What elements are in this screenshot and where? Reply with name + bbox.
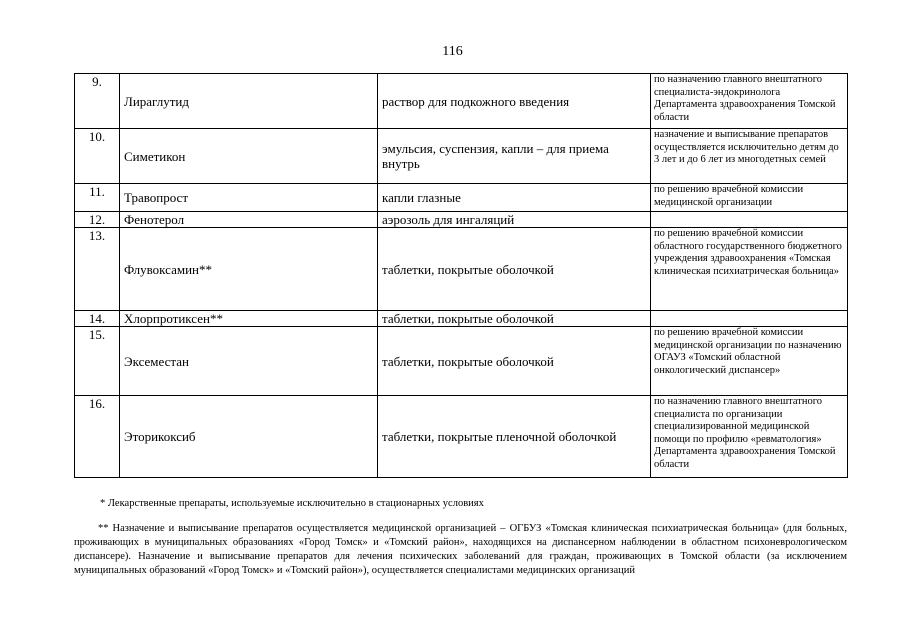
dosage-form: эмульсия, суспензия, капли – для приема внутрь (378, 129, 651, 184)
prescription-note: по решению врачебной комиссии медицинской организации (651, 184, 848, 212)
dosage-form: таблетки, покрытые пленочной оболочкой (378, 396, 651, 478)
prescription-note: по назначению главного внештатного специалиста по организации специализированной медицинской помощи по профилю «ревматология» Департамента здравоохранения Томской области (651, 396, 848, 478)
drug-name: Эторикоксиб (120, 396, 378, 478)
prescription-note (651, 311, 848, 327)
drug-name: Фенотерол (120, 212, 378, 228)
table-row (75, 74, 848, 129)
prescription-note: назначение и выписывание препаратов осуществляется исключительно детям до 3 лет и до 6 лет из многодетных семей (651, 129, 848, 184)
dosage-form: таблетки, покрытые оболочкой (378, 311, 651, 327)
table-row (75, 311, 848, 327)
table-row (75, 184, 848, 212)
table-row (75, 212, 848, 228)
prescription-note (651, 212, 848, 228)
dosage-form: таблетки, покрытые оболочкой (378, 228, 651, 311)
drug-name: Симетикон (120, 129, 378, 184)
row-number: 15. (75, 327, 120, 396)
footnote-double-star: ** Назначение и выписывание препаратов осуществляется медицинской организацией – ОГБУЗ «Томская клиническая психиатрическая больница» (для больных, проживающих в муниципальных образованиях «Город Томск» и «Томский район», находящихся на диспансерном наблюдении в областном психоневрологическом диспансере). Назначение и выписывание препаратов для лечения психических заболеваний для граждан, проживающих в Томской области (за исключением муниципальных образований «Город Томск» и «Томский район»), осуществляется специалистами медицинских организаций (74, 523, 847, 576)
prescription-note: по решению врачебной комиссии медицинской организации по назначению ОГАУЗ «Томский областной онкологический диспансер» (651, 327, 848, 396)
drug-name: Эксеместан (120, 327, 378, 396)
page-number: 116 (442, 44, 463, 59)
dosage-form: раствор для подкожного введения (378, 74, 651, 129)
row-number: 9. (75, 74, 120, 129)
drug-name: Хлорпротиксен** (120, 311, 378, 327)
row-number: 16. (75, 396, 120, 478)
prescription-note: по назначению главного внештатного специалиста-эндокринолога Департамента здравоохранения Томской области (651, 74, 848, 129)
table-row (75, 327, 848, 396)
dosage-form: таблетки, покрытые оболочкой (378, 327, 651, 396)
footnote-single-star: * Лекарственные препараты, используемые исключительно в стационарных условиях (100, 498, 484, 509)
drug-table (74, 73, 848, 478)
row-number: 11. (75, 184, 120, 212)
drug-name: Лираглутид (120, 74, 378, 129)
table-row (75, 396, 848, 478)
drug-name: Травопрост (120, 184, 378, 212)
table-row (75, 228, 848, 311)
dosage-form: капли глазные (378, 184, 651, 212)
dosage-form: аэрозоль для ингаляций (378, 212, 651, 228)
table-row (75, 129, 848, 184)
row-number: 10. (75, 129, 120, 184)
prescription-note: по решению врачебной комиссии областного государственного бюджетного учреждения здравоохранения «Томская клиническая психиатрическая больница» (651, 228, 848, 311)
row-number: 12. (75, 212, 120, 228)
row-number: 14. (75, 311, 120, 327)
row-number: 13. (75, 228, 120, 311)
drug-name: Флувоксамин** (120, 228, 378, 311)
